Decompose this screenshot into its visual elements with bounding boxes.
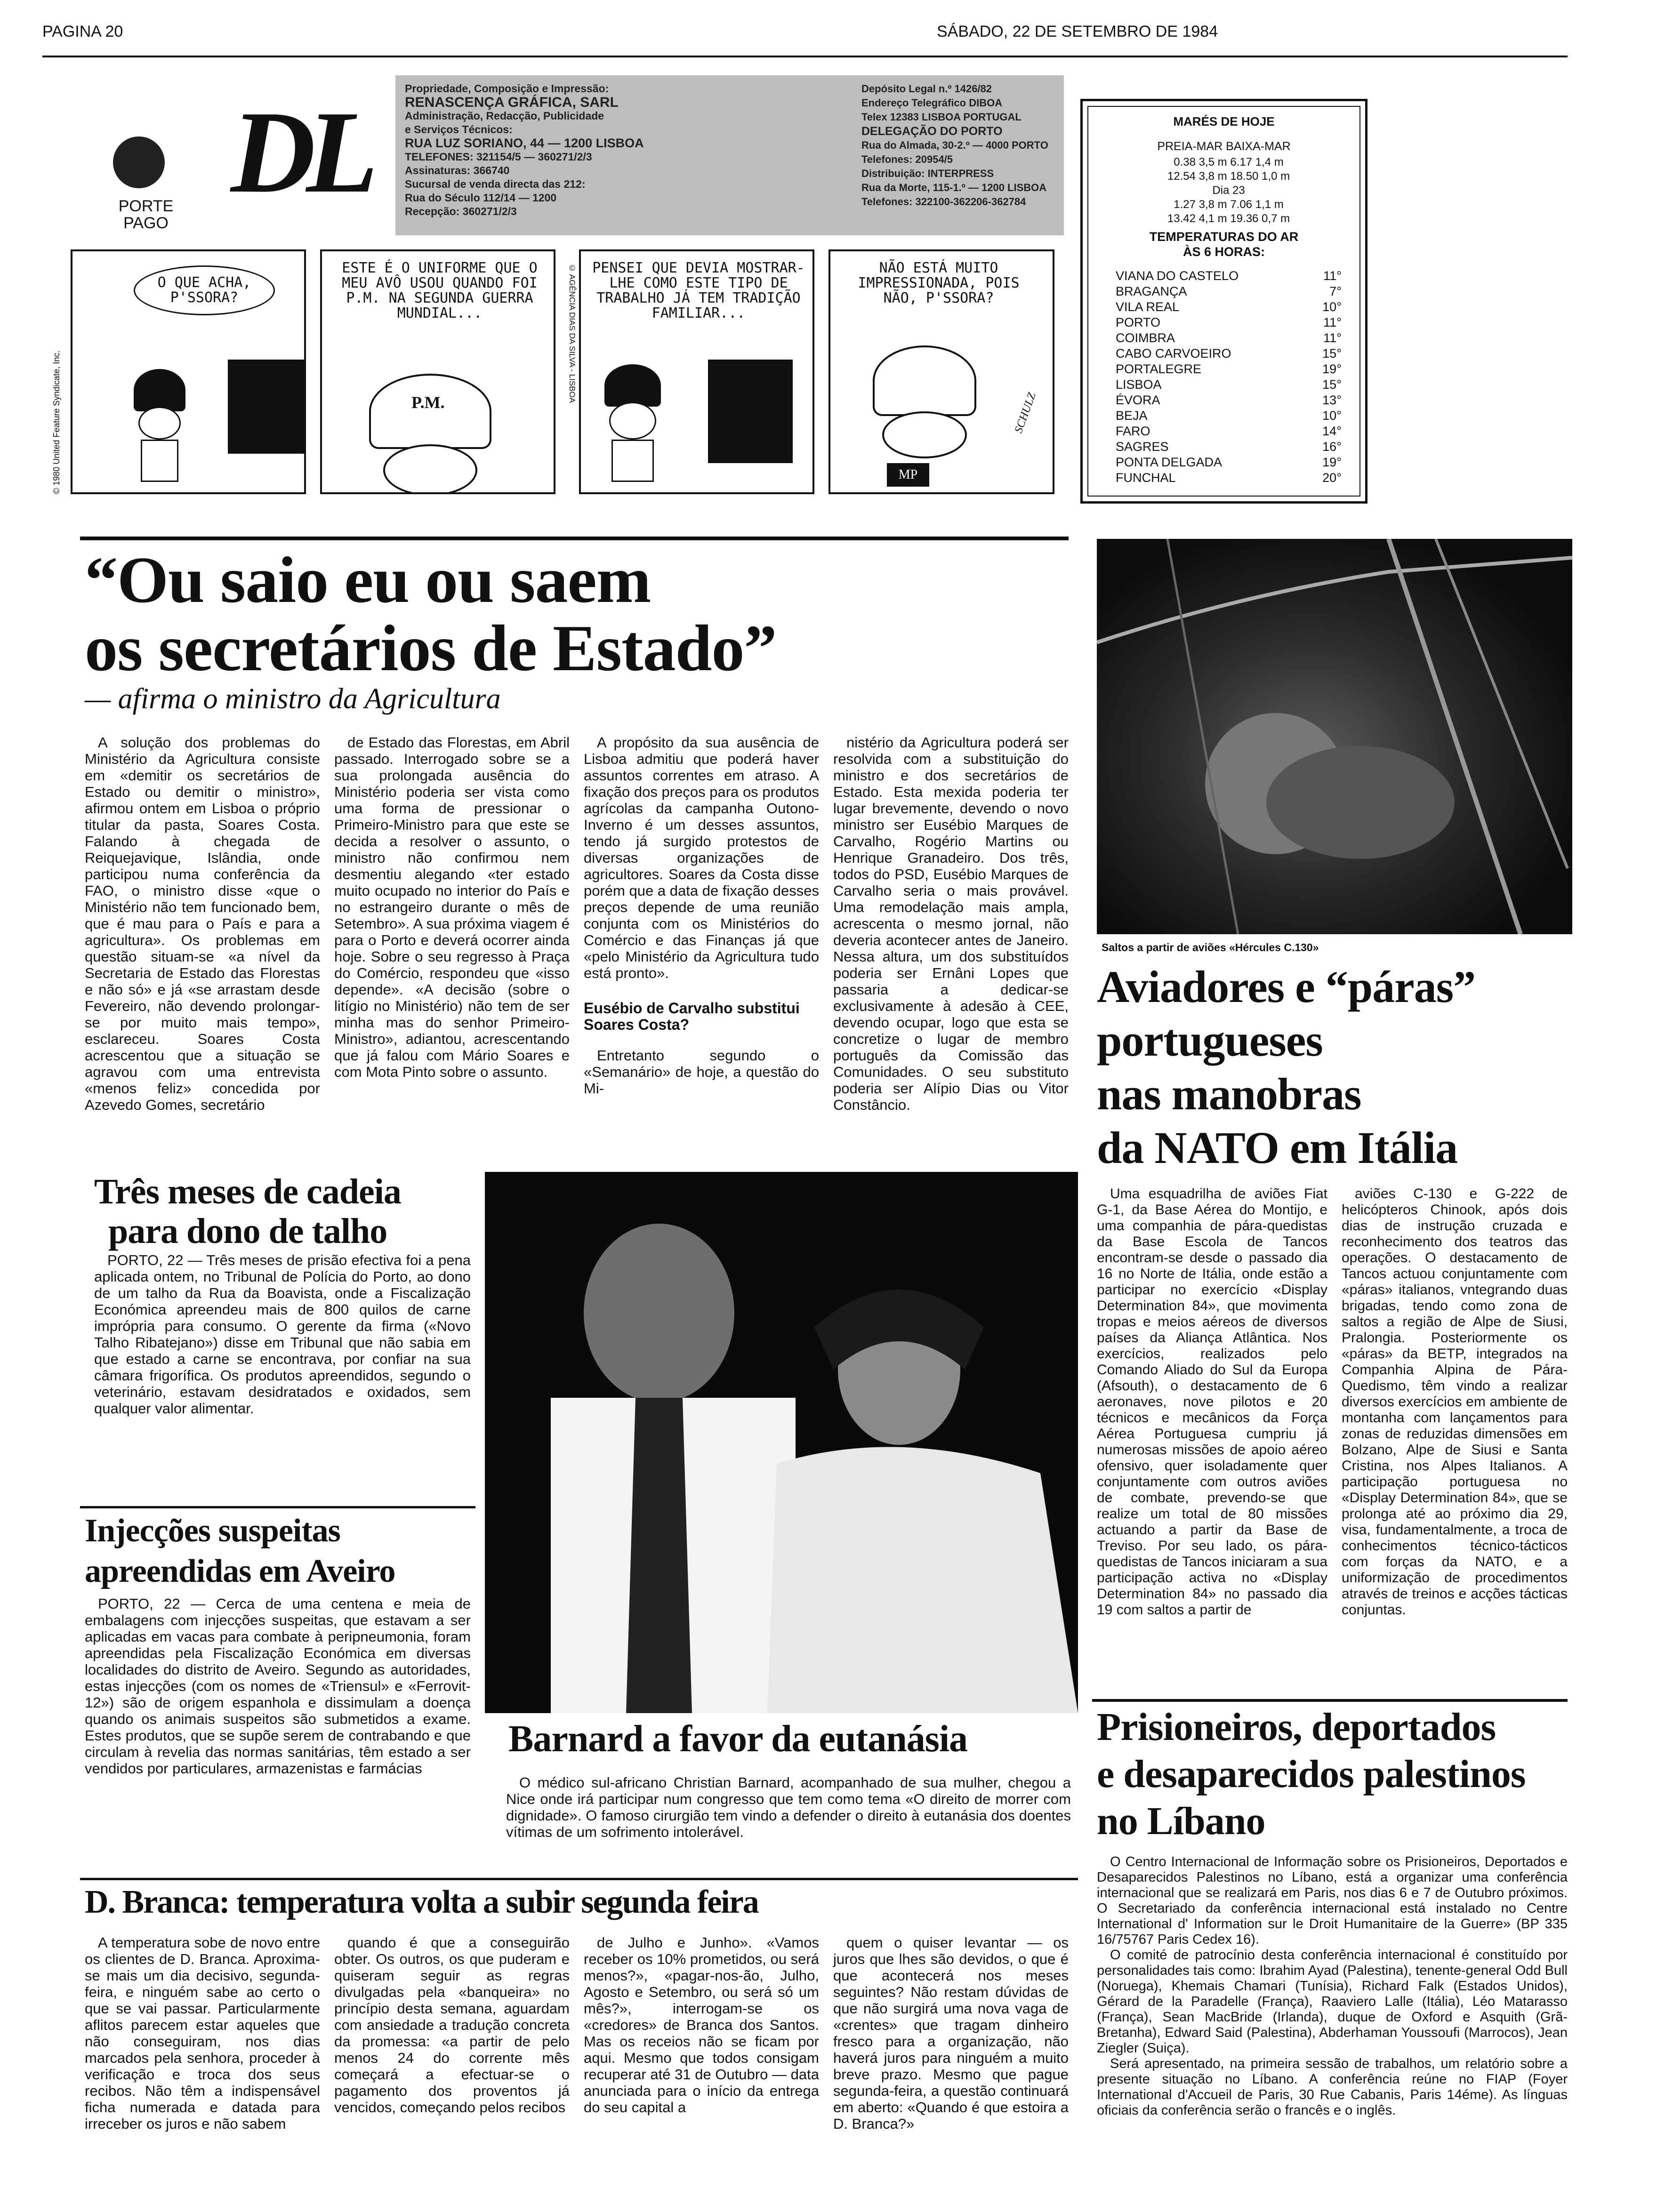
chalkboard-2 [708, 360, 793, 463]
character-peppermint-patty: P.M. [369, 374, 491, 494]
comic-panel-3 [579, 249, 814, 494]
tides-table: 0.38 3,5 m 6.17 1,4 m 12.54 3,8 m 18.50 1,0 m Dia 23 1.27 3,8 m 7.06 1,1 m 13.42 4,1 m 19.36 0,7 m [1167, 156, 1290, 225]
comic-signature: SCHULZ [1012, 391, 1038, 435]
main-story-col-2: de Estado das Florestas, em Abril passado. Interrogado sobre se a sua prolongada ausência do Ministério poderia ser vista como uma forma de pressionar o Primeiro-Ministro para que este se decida a resolver o assunto, o ministro não confirmou nem desmentiu alegando «ter estado muito ocupado no interior do País e no estrangeiro durante o mês de Setembro». A sua próxima viagem é para o Porto e deverá ocorrer ainda hoje. Sobre o seu regresso à Praça do Comércio, respondeu que «isso depende». «A decisão (sobre o litígio no Ministério) não tem de ser minha mas do senhor Primeiro-Ministro», adiantou, acrescentando que já falou com Mário Soares e com Mota Pinto sobre o assunto. [334, 734, 570, 1080]
comic-strip [52, 249, 1050, 504]
barnard-story-body: O médico sul-africano Christian Barnard, acompanhado de sua mulher, chegou a Nice onde irá participar num congresso que tem como tema «O direito de morrer com dignidade». O famoso cirurgião tem vindo a defender o direito à eutanásia dos doentes vítimas de um sofrimento intolerável. [506, 1774, 1071, 1840]
character-marcie-2 [600, 364, 666, 487]
aveiro-story-body: PORTO, 22 — Cerca de uma centena e meia de embalagens com injecções suspeitas, que estavam a ser aplicadas em vacas para combate à peripneumonia, foram apreendidas pela Fiscalização Económica em diversas localidades do distrito de Aveiro. Segundo as autoridades, estas injecções (com os nomes de «Triensul» e «Ferrovit-12») são de origem espanhola e dissimulam a doença quando os animais suspeitos são submetidos a exame. Estes produtos, que se supõe serem de contrabando e que circulam à revelia das normas sanitárias, têm estado a ser vendidos por particulares, armazenistas e farmácias [85, 1595, 471, 1777]
main-story-col-3: A propósito da sua ausência de Lisboa admitiu que poderá haver assuntos correntes em atraso. A fixação dos preços para os produtos agrícolas da campanha Outono-Inverno é um desses assuntos, tendo já surgido protestos de diversas organizações de agricultores. Soares da Costa disse porém que a data de fixação desses preços depende de uma reunião conjunta com os Ministérios do Comércio e das Finanças já que «pelo Ministério da Agricultura tudo está pronto». Eusébio de Carvalho substitui Soares Costa? Entretanto segundo o «Semanário» de hoje, a questão do Mi- [584, 734, 819, 1097]
weather-box [1080, 99, 1367, 504]
temp-row: SAGRES 16° [1116, 440, 1342, 454]
chalkboard [228, 360, 306, 454]
aveiro-headline: Injecções suspeitas apreendidas em Aveiro [85, 1513, 395, 1589]
talho-story-body: PORTO, 22 — Três meses de prisão efectiva foi a pena aplicada ontem, no Tribunal de Polícia do Porto, ao dono de um talho da Rua da Boavista, onde a Fiscalização Económica apreendeu mais de 800 quilos de carne imprópria para consumo. O gerente da firma («Novo Talho Ribatejano») disse em Tribunal que não sabia em que estado a carne se encontrava, por confiar na sua câmara frigorífica. Os produtos apreendidos, segundo o veterinário, estavam desidratados e oxidados, sem qualquer valor alimentar. [94, 1252, 471, 1417]
nato-story-col-2: aviões C-130 e G-222 de helicópteros Chinook, após dois dias de instrução cruzada e reconhecimento dos teatros das operações. O destacamento de Tancos actuou conjuntamente com «páras» italianos, vntegrando duas brigadas, tendo como zona de saltos a região de Alpe de Siusi, Pralongia. Posteriormente os «páras» da BETP, integrados na Companhia Alpina de Pára-Quedismo, têm vindo a realizar diversos exercícios em ambiente de montanha com lançamentos para zonas de reduzidas dimensões em Bolzano, Alpe de Siusi e Santa Cristina, nos Alpes Italianos. A participação portuguesa no «Display Determination 84», que se prolonga até ao próximo dia 29, visa, fundamentalmente, a troca de conhecimentos técnico-tácticos com forças da NATO, e a uniformização de procedimentos através de treinos e acções tácticas conjuntas. [1342, 1186, 1568, 1618]
comic-panel-4 [828, 249, 1054, 494]
temp-row: FUNCHAL 20° [1116, 471, 1342, 485]
temp-row: VILA REAL 10° [1116, 300, 1342, 314]
barnard-headline: Barnard a favor da eutanásia [508, 1718, 968, 1760]
comic-copyright: © 1980 United Feature Syndicate, Inc. [52, 350, 61, 494]
character-peppermint-patty-2: MP [868, 345, 990, 491]
masthead [47, 66, 1054, 245]
nato-story-col-1: Uma esquadrilha de aviões Fiat G-1, da Base Aérea do Montijo, e uma companhia de pára-quedistas da Base Escola de Tancos encontram-se desde o passado dia 16 no Norte de Itália, onde estão a participar no exercício «Display Determination 84», que movimenta tropas e meios aéreos de diversos países da Aliança Atlântica. Nos exercícios, realizados pelo Comando Aliado do Sul da Europa (Afsouth), o destacamento de 6 aeronaves, nove pilotos e 20 técnicos e mecânicos da Força Aérea Portuguesa cumpriu já numerosas missões de apoio aéreo ofensivo, quer isoladamente quer conjuntamente com outros aviões de combate, prevendo-se que realize um total de 80 missões actuando a partir da Base de Treviso. Por seu lado, os pára-quedistas de Tancos iniciaram a sua participação activa no «Display Determination 84» no passado dia 19 com saltos a partir de [1097, 1186, 1327, 1618]
temp-row: CABO CARVOEIRO 15° [1116, 346, 1342, 361]
comic-panel-2 [320, 249, 555, 494]
main-story-crosshead: Eusébio de Carvalho substitui Soares Costa? [584, 1000, 800, 1033]
paratroopers-caption: Saltos a partir de aviões «Hércules C.130» [1102, 941, 1319, 954]
page-number: PAGINA 20 [42, 23, 123, 40]
branca-top-rule [80, 1878, 1078, 1880]
temp-row: FARO 14° [1116, 424, 1342, 438]
temp-row: PORTALEGRE 19° [1116, 362, 1342, 376]
paratroopers-photo-graphic [1097, 539, 1572, 934]
header-rule [42, 56, 1568, 57]
palestinos-headline: Prisioneiros, deportados e desaparecidos palestinos no Líbano [1097, 1705, 1526, 1843]
crest-icon [113, 136, 165, 188]
main-story-col-4: nistério da Agricultura poderá ser resolvida com a substituição do ministro e dos secretários de Estado. Esta mexida poderia ter lugar brevemente, devendo o novo ministro ser Eusébio Marques de Carvalho, Rogério Martins ou Henrique Granadeiro. Dos três, todos do PSD, Eusébio Marques de Carvalho seria o mais provável. Uma remodelação mais ampla, acrescenta o mesmo jornal, não deveria acontecer antes de Janeiro. Nessa altura, um dos substituídos poderia ser Ernâni Lopes que passaria a dedicar-se exclusivamente à adesão à CEE, devendo ocupar, logo que esta se concretize o lugar de membro português da Comissão das Comunidades. O seu substituto poderia ser Alípio Dias ou Vitor Constâncio. [833, 734, 1069, 1113]
branca-story-col-1: A temperatura sobe de novo entre os clientes de D. Branca. Aproxima-se mais um dia decisivo, segunda-feira, e ninguém sabe ao certo o que se vai passar. Particularmente aflitos parecem estar aqueles que não conseguiram, nos dias marcados pela senhora, proceder à verificação e troca dos seus recibos. Não têm a indispensável ficha numerada e datada para irreceber os juros e não sabem [85, 1934, 320, 2132]
comic-panel-1 [71, 249, 306, 494]
temp-row: VIANA DO CASTELO 11° [1116, 269, 1342, 283]
main-story-col-1: A solução dos problemas do Ministério da Agricultura consiste em «demitir os secretários de Estado ou demitir o ministro», afirmou ontem em Lisboa o próprio titular da pasta, Soares Costa. Falando à chegada de Reiquejavique, Islândia, onde participou numa conferência da FAO, o ministro disse «que o Ministério não tem funcionado bem, que é mau para o País e para a agricultura». Os problemas em questão situam-se «a nível da Secretaria de Estado das Florestas e não só» e já «se arrastam desde Fevereiro, não devendo prolongar-se por muito mais tempo», esclareceu. Soares Costa acrescentou que a situação se agravou com uma entrevista «menos feliz» concedida por Azevedo Gomes, secretário [85, 734, 320, 1113]
temperatures-list [1116, 268, 1342, 486]
branca-story-col-3: de Julho e Junho». «Vamos receber os 10% prometidos, ou será menos?», «pagar-nos-ão, Julho, Agosto e Setembro, ou será só um mês?», interrogam-se os «credores» de Branca dos Santos. Mas os receios não se ficam por aqui. Mesmo que todos consigam recuperar até 31 de Outubro — data anunciada para o início da entrega do seu capital a [584, 1934, 819, 2116]
speech-bubble-4: NÃO ESTÁ MUITO IMPRESSIONADA, POIS NÃO, P'SSORA? [858, 260, 1020, 306]
branca-story-col-2: quando é que a conseguirão obter. Os outros, os que puderam e quiseram seguir as regras divulgadas pela «banqueira» no princípio desta semana, aguardam com ansiedade a tradução concreta da promessa: «a partir de pelo menos 24 do corrente mês começará a efectuar-se o pagamento dos proventos já vencidos, começando pelos recibos [334, 1934, 570, 2116]
branca-headline: D. Branca: temperatura volta a subir segunda feira [85, 1884, 758, 1920]
main-subhead: — afirma o ministro da Agricultura [85, 683, 501, 715]
masthead-logo: DL [231, 87, 369, 217]
main-headline: “Ou saio eu ou saem os secretários de Estado” [85, 544, 777, 685]
imprint-box [395, 75, 1064, 235]
temp-row: LISBOA 15° [1116, 377, 1342, 392]
comic-agency-credit: © AGÊNCIA DIAS DA SILVA - LISBOA [568, 264, 577, 403]
temp-row: COIMBRA 11° [1116, 331, 1342, 345]
temp-row: PONTA DELGADA 19° [1116, 455, 1342, 469]
page-date: SÁBADO, 22 DE SETEMBRO DE 1984 [937, 23, 1218, 40]
nato-headline: Aviadores e “páras” portugueses nas manobras da NATO em Itália [1097, 962, 1476, 1173]
tides-columns: PREIA-MAR BAIXA-MAR [1157, 140, 1291, 153]
imprint-right: Depósito Legal n.º 1426/82 Endereço Telegráfico DIBOA Telex 12383 LISBOA PORTUGAL DELEGAÇÃO DO PORTO Rua do Almada, 30-2.º — 4000 PORTO Telefones: 20954/5 Distribuição: INTERPRESS Rua da Morte, 115-1.º — 1200 LISBOA Telefones: 322100-362206-362784 [861, 83, 1048, 208]
aveiro-top-rule [80, 1506, 475, 1508]
character-marcie [129, 369, 185, 482]
temp-row: BRAGANÇA 7° [1116, 284, 1342, 298]
paratroopers-photo [1097, 539, 1572, 934]
palestinos-top-rule [1092, 1699, 1568, 1702]
temp-row: PORTO 11° [1116, 315, 1342, 329]
temperatures-title: TEMPERATURAS DO AR ÀS 6 HORAS: [1149, 230, 1299, 259]
speech-bubble-2: ESTE É O UNIFORME QUE O MEU AVÔ USOU QUANDO FOI P.M. NA SEGUNDA GUERRA MUNDIAL... [342, 260, 538, 321]
main-story-top-rule [80, 537, 1069, 540]
porte-pago-label: PORTE PAGO [118, 197, 174, 232]
palestinos-story-body: O Centro Internacional de Informação sobre os Prisioneiros, Deportados e Desaparecidos Palestinos no Líbano, está a organizar uma conferência internacional que se realizará em Paris, nos dias 6 e 7 de Outubro próximos. O Secretariado da conferência internacional está instalado no Centre International d' Information sur le Droit Humanitaire de la Guerre» (BP 335 16/75767 Paris Cedex 16). O comité de patrocínio desta conferência internacional é constituído por personalidades tais como: Ibrahim Ayad (Palestina), tenente-general Odd Bull (Noruega), Khemais Chamari (Tunísia), Richard Falk (Estados Unidos), Gérard de la Paradelle (França), Raaviero Lalle (Itália), Léo Matarasso (França), Sean MacBride (Irlanda), duque de Oxford e Asquith (Grã-Bretanha), Edward Said (Palestina), Abderhaman Youssoufi (Marrocos), Jean Ziegler (Suiça). Será apresentado, na primeira sessão de trabalhos, um relatório sobre a presente situação no Líbano. A conferência reúne no FIAP (Foyer International d'Accueil de Paris, 30 Rue Cabanis, Paris 14éme). As línguas oficiais da conferência serão o francês e o inglês. [1097, 1854, 1568, 2118]
speech-bubble-3: PENSEI QUE DEVIA MOSTRAR-LHE COMO ESTE TIPO DE TRABALHO JÁ TEM TRADIÇÃO FAMILIAR... [592, 260, 805, 321]
barnard-photo-graphic [485, 1172, 1078, 1713]
barnard-photo [485, 1172, 1078, 1713]
branca-story-col-4: quem o quiser levantar — os juros que lhes são devidos, o que é que acontecerá nos meses seguintes? Não restam dúvidas de que não surgirá uma nova vaga de «crentes» que tragam dinheiro fresco para a organização, não haverá juros para ninguém a muito breve prazo. Mesmo que pague segunda-feira, a questão continuará em aberto: «Quando é que estoira a D. Branca?» [833, 1934, 1069, 2132]
talho-headline: Três meses de cadeia para dono de talho [94, 1172, 401, 1251]
speech-bubble-1: O QUE ACHA, P'SSORA? [134, 265, 275, 315]
tides-title: MARÉS DE HOJE [1173, 114, 1275, 128]
imprint-left: Propriedade, Composição e Impressão: RENASCENÇA GRÁFICA, SARL Administração, Redacção, Publicidade e Serviços Técnicos: RUA LUZ SORIANO, 44 — 1200 LISBOA TELEFONES: 321154/5 — 360271/2/3 Assinaturas: 366740 Sucursal de venda directa das 212: Rua do Século 112/14 — 1200 Recepção: 360271/2/3 [405, 82, 644, 217]
temp-row: BEJA 10° [1116, 409, 1342, 423]
temp-row: ÉVORA 13° [1116, 393, 1342, 407]
